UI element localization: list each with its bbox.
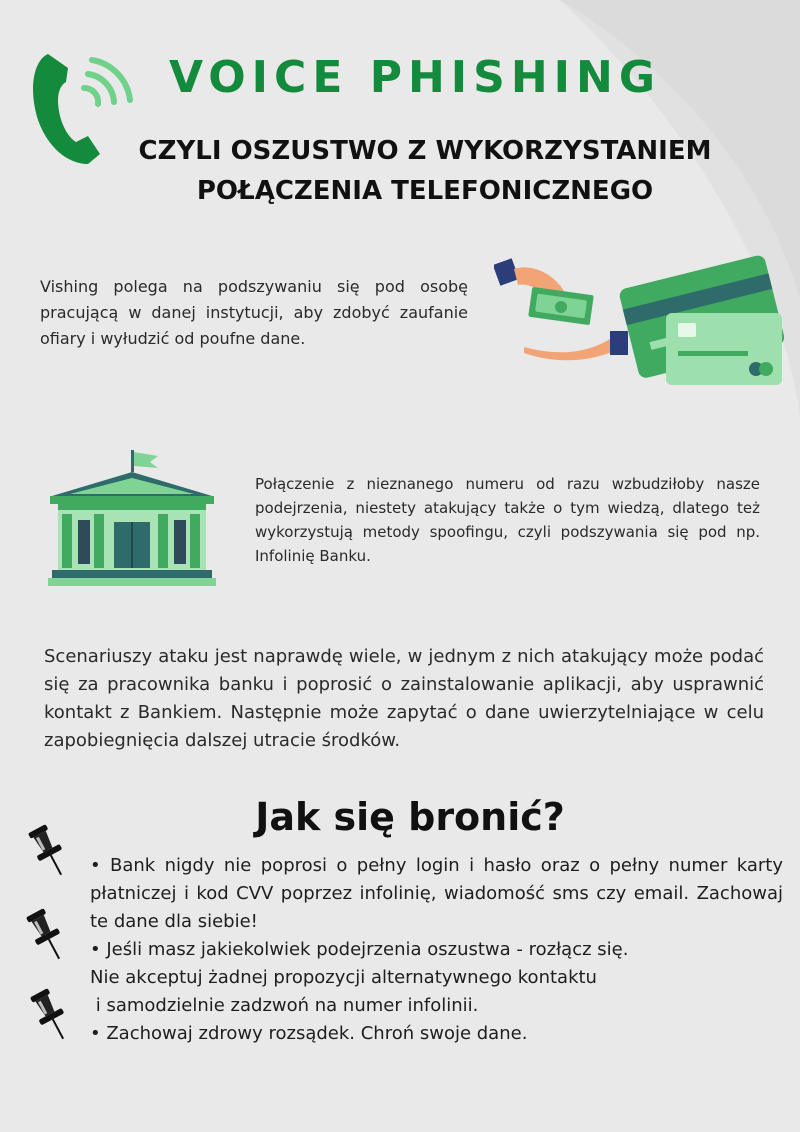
intro-paragraph: Vishing polega na podszywaniu się pod osobę pracującą w danej instytucji, aby zdobyć zaufanie ofiary i wyłudzić od poufne dane.	[40, 277, 468, 348]
pushpin-icon	[24, 822, 72, 880]
tip-hang-up: • Jeśli masz jakiekolwiek podejrzenia oszustwa - rozłącz się.	[90, 939, 629, 960]
cash-and-card-icon	[494, 255, 784, 390]
pushpin-icon	[26, 986, 74, 1044]
subtitle-line-1: CZYLI OSZUSTWO Z WYKORZYSTANIEM	[138, 136, 712, 166]
defense-heading: Jak się bronić?	[255, 795, 565, 839]
tip-bank-never-asks: • Bank nigdy nie poprosi o pełny login i hasło oraz o pełny numer karty płatniczej i kod CVV poprzez infolinię, wiadomość sms czy email. Zachowaj te dane dla siebie!	[90, 855, 783, 932]
spoofing-paragraph: Połączenie z nieznanego numeru od razu wzbudziłoby nasze podejrzenia, niestety atakujący także o tym wiedzą, dlatego też wykorzystują metody spoofingu, czyli podszywania się pod np. Infolinię Banku.	[255, 475, 760, 565]
pushpin-icon	[22, 906, 70, 964]
defense-tips	[90, 852, 783, 1048]
tip-no-alternative-contact: Nie akceptuj żadnej propozycji alternatywnego kontaktu	[90, 967, 597, 988]
page-subtitle	[120, 131, 730, 211]
subtitle-line-2: POŁĄCZENIA TELEFONICZNEGO	[196, 176, 654, 206]
tip-call-hotline: i samodzielnie zadzwoń na numer infolinii.	[90, 995, 479, 1016]
page-title: VOICE PHISHING	[169, 52, 661, 103]
scenario-paragraph: Scenariuszy ataku jest naprawdę wiele, w jednym z nich atakujący może podać się za pracownika banku i poprosić o zainstalowanie aplikacji, aby usprawnić kontakt z Bankiem. Następnie może zapytać o dane uwierzytelniające w celu zapobiegnięcia dalszej utracie środków.	[44, 646, 764, 751]
tip-common-sense: • Zachowaj zdrowy rozsądek. Chroń swoje dane.	[90, 1023, 528, 1044]
bank-building-icon	[46, 448, 218, 592]
